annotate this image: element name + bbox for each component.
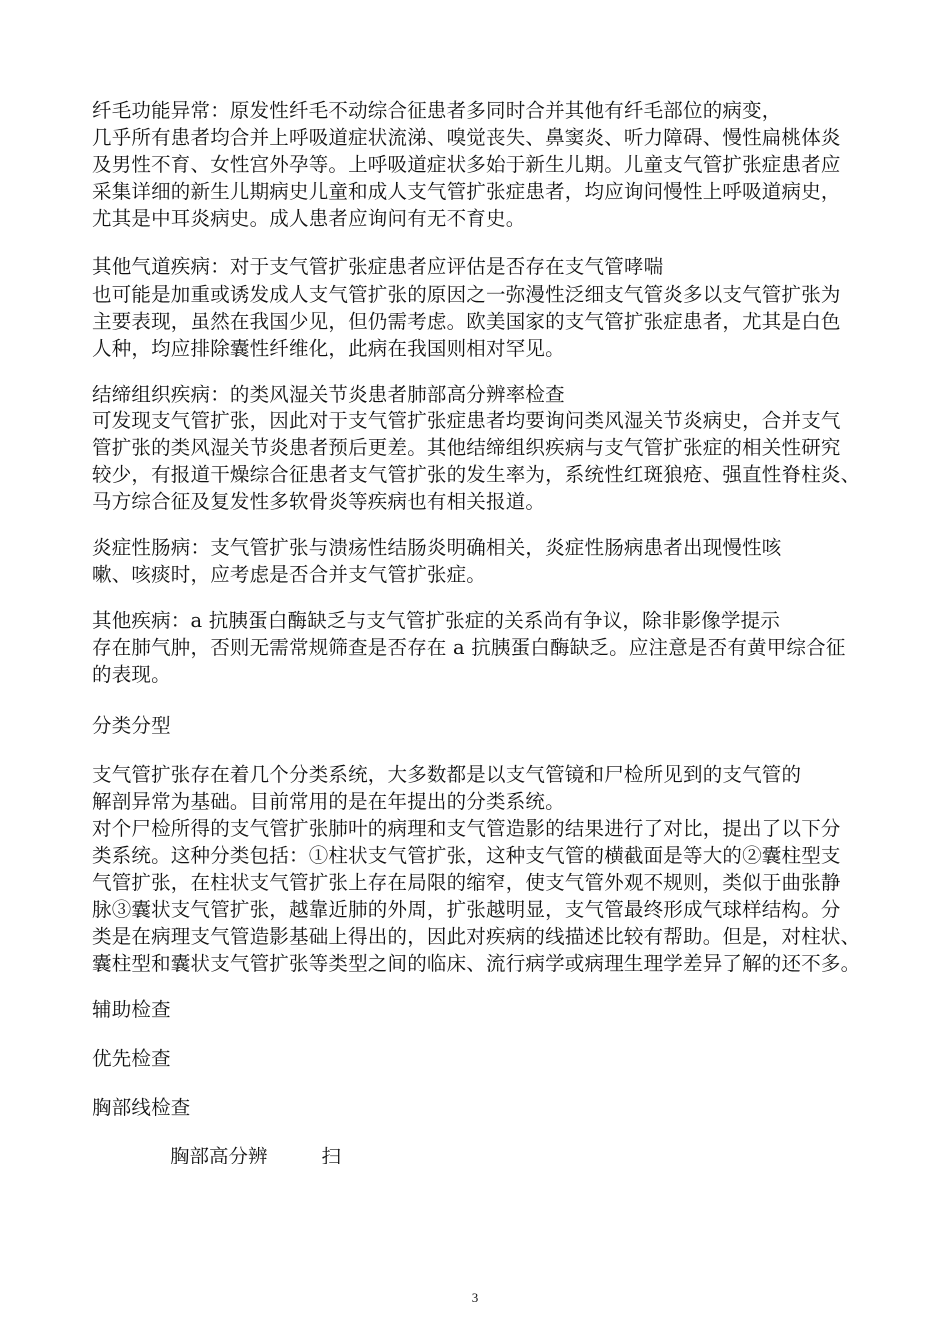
text-line: 嗽、咳痰时，应考虑是否合并支气管扩张症。 (92, 563, 487, 586)
text-line: 气管扩张，在柱状支气管扩张上存在局限的缩窄，使支气管外观不规则，类似于曲张静 (92, 871, 841, 894)
text-line: 马方综合征及复发性多软骨炎等疾病也有相关报道。 (92, 490, 546, 513)
text-line: 采集详细的新生儿期病史儿童和成人支气管扩张症患者，均应询问慢性上呼吸道病史， (92, 180, 841, 203)
text-line: 脉③囊状支气管扩张，越靠近肺的外周，扩张越明显，支气管最终形成气球样结构。分 (92, 898, 841, 921)
text-line: 囊柱型和囊状支气管扩张等类型之间的临床、流行病学或病理生理学差异了解的还不多。 (92, 952, 861, 975)
section-heading: 优先检查 (92, 1047, 171, 1070)
text-line: 其他气道疾病：对于支气管扩张症患者应评估是否存在支气管哮喘 (92, 255, 664, 278)
text-line: 解剖异常为基础。目前常用的是在年提出的分类系统。 (92, 790, 565, 813)
clipped-text-line (170, 1144, 410, 1164)
text-line: 炎症性肠病：支气管扩张与溃疡性结肠炎明确相关，炎症性肠病患者出现慢性咳 (92, 536, 782, 559)
text-line: 纤毛功能异常：原发性纤毛不动综合征患者多同时合并其他有纤毛部位的病变， (92, 99, 782, 122)
text-line: 类是在病理支气管造影基础上得出的，因此对疾病的线描述比较有帮助。但是，对柱状、 (92, 925, 861, 948)
page-number: 3 (471, 1290, 479, 1305)
text-line: 几乎所有患者均合并上呼吸道症状流涕、嗅觉丧失、鼻窦炎、听力障碍、慢性扁桃体炎 (92, 126, 841, 149)
section-heading: 胸部线检查 (92, 1096, 191, 1119)
text-line: 及男性不育、女性宫外孕等。上呼吸道症状多始于新生儿期。儿童支气管扩张症患者应 (92, 153, 841, 176)
text-line: 结缔组织疾病：的类风湿关节炎患者肺部高分辨率检查 (92, 383, 565, 406)
text-line: 较少，有报道干燥综合征患者支气管扩张的发生率为，系统性红斑狼疮、强直性脊柱炎、 (92, 463, 861, 486)
text-line: 类系统。这种分类包括：①柱状支气管扩张，这种支气管的横截面是等大的②囊柱型支 (92, 844, 841, 867)
text-line: 也可能是加重或诱发成人支气管扩张的原因之一弥漫性泛细支气管炎多以支气管扩张为 (92, 283, 841, 306)
text-line: 存在肺气肿，否则无需常规筛查是否存在 a 抗胰蛋白酶缺乏。应注意是否有黄甲综合征 (92, 636, 846, 659)
clipped-text-left: 胸部高分辨 (170, 1145, 268, 1164)
section-heading: 分类分型 (92, 714, 171, 737)
text-line: 的表现。 (92, 663, 171, 686)
text-line: 管扩张的类风湿关节炎患者预后更差。其他结缔组织疾病与支气管扩张症的相关性研究 (92, 436, 841, 459)
text-line: 主要表现，虽然在我国少见，但仍需考虑。欧美国家的支气管扩张症患者，尤其是白色 (92, 310, 841, 333)
section-heading: 辅助检查 (92, 998, 171, 1021)
text-line: 人种，均应排除囊性纤维化，此病在我国则相对罕见。 (92, 337, 565, 360)
text-line: 尤其是中耳炎病史。成人患者应询问有无不育史。 (92, 207, 526, 230)
text-line: 可发现支气管扩张，因此对于支气管扩张症患者均要询问类风湿关节炎病史，合并支气 (92, 409, 841, 432)
text-line: 对个尸检所得的支气管扩张肺叶的病理和支气管造影的结果进行了对比，提出了以下分 (92, 817, 841, 840)
text-line: 支气管扩张存在着几个分类系统，大多数都是以支气管镜和尸检所见到的支气管的 (92, 763, 802, 786)
clipped-text-right: 扫 (321, 1145, 342, 1164)
text-line: 其他疾病：a 抗胰蛋白酶缺乏与支气管扩张症的关系尚有争议，除非影像学提示 (92, 609, 781, 632)
